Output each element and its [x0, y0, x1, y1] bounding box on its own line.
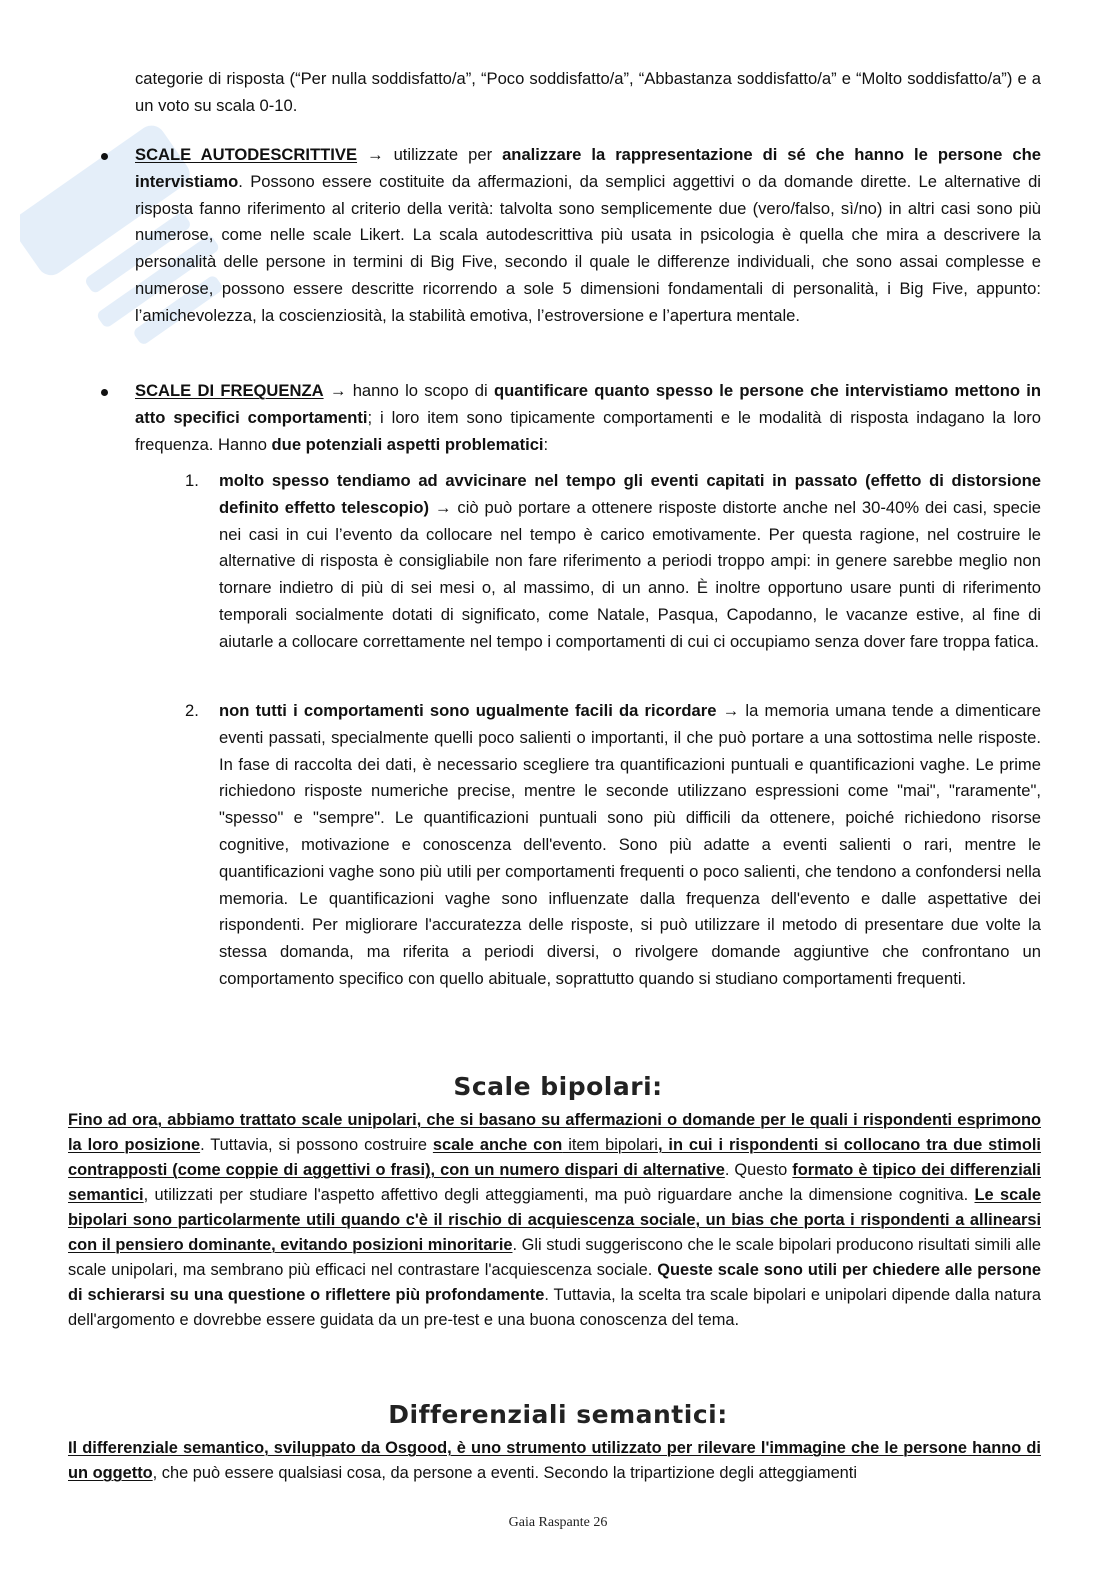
arrow-icon: → [429, 497, 458, 517]
intro-text: categorie di risposta (“Per nulla soddisfatto/a”, “Poco soddisfatto/a”, “Abbastanza soddisfatto/a” e “Molto soddisfatto/a”) e a un voto su scala 0-10. [135, 69, 1041, 115]
item-number: 1. [185, 471, 199, 490]
section-scale-bipolari [68, 1108, 1041, 1333]
arrow-icon: → [716, 701, 746, 720]
numbered-item-2 [185, 698, 1041, 993]
bullet-text: SCALE DI FREQUENZA → hanno lo scopo di quantificare quanto spesso le persone che intervistiamo mettono in atto specifici comportamenti; i loro item sono tipicamente comportamenti e le modalità di risposta indagano la loro frequenza. Hanno due potenziali aspetti problematici: [135, 381, 1041, 454]
item-text: molto spesso tendiamo ad avvicinare nel tempo gli eventi capitati in passato (effetto di distorsione definito effetto telescopio) → ciò può portare a ottenere risposte distorte anche nel 30-40% dei casi, specie nei casi in cui l’evento da collocare nel tempo è carico emotivamente. Per questa ragione, nel costruire le alternative di risposta è consigliabile non fare riferimento a periodi troppo ampi: in genere sarebbe meglio non tornare indietro di più di sei mesi o, al massimo, di un anno. È inoltre opportuno usare punti di riferimento temporali socialmente dotati di significato, come Natale, Pasqua, Capodanno, le vacanze estive, al fine di aiutarle a collocare correttamente nel tempo i comportamenti di cui ci occupiamo senza dover fare troppa fatica. [219, 471, 1042, 651]
item-text: non tutti i comportamenti sono ugualmente facili da ricordare → la memoria umana tende a dimenticare eventi passati, specialmente quelli poco salienti o importanti, il che può portare a una sottostima nelle risposte. In fase di raccolta dei dati, è necessario scegliere tra quantificazioni puntuali e quantificazioni vaghe. Le prime richiedono risposte numeriche precise, mentre le seconde utilizzano espressioni come "mai", "raramente", "spesso" e "sempre". Le quantificazioni puntuali sono più difficili da ottenere, poiché richiedono risorse cognitive, motivazione e conoscenza dell'evento. Sono più adatte a eventi salienti o rari, mentre le quantificazioni vaghe sono più utili per comportamenti frequenti o poco salienti, che tendono a confondersi nella memoria. Le quantificazioni vaghe sono influenzate dalla frequenza dell'evento e dalle aspettative dei rispondenti. Per migliorare l'accuratezza delle risposte, si può utilizzare il metodo di presentare due volte la stessa domanda, ma riferita a periodi diversi, o rivolgere domande aggiuntive che confrontano un comportamento specifico con quello abituale, soprattutto quando si studiano comportamenti frequenti. [219, 701, 1041, 988]
arrow-icon: → [323, 381, 353, 400]
page-footer: Gaia Raspante 26 [508, 1515, 608, 1530]
intro-paragraph [135, 66, 1041, 120]
bullet-scale-autodescrittive [135, 142, 1041, 330]
bullet-scale-di-frequenza [135, 378, 1041, 458]
section-text: Fino ad ora, abbiamo trattato scale unipolari, che si basano su affermazioni o domande per le quali i rispondenti esprimono la loro posizione. Tuttavia, si possono costruire scale anche con item bipolari, in cui i rispondenti si collocano tra due stimoli contrapposti (come coppie di aggettivi o frasi), con un numero dispari di alternative. Questo formato è tipico dei differenziali semantici, utilizzati per studiare l'aspetto affettivo degli atteggiamenti, ma può riguardare anche la dimensione cognitiva. Le scale bipolari sono particolarmente utili quando c'è il rischio di acquiescenza sociale, un bias che porta i rispondenti a allinearsi con il pensiero dominante, evitando posizioni minoritarie. Gli studi suggeriscono che le scale bipolari producono risultati simili alle scale unipolari, ma sembrano più efficaci nel contrastare l'acquiescenza sociale. Queste scale sono utili per chiedere alle persone di schierarsi su una questione o riflettere più profondamente. Tuttavia, la scelta tra scale bipolari e unipolari dipende dalla natura dell'argomento e dovrebbe essere guidata da un pre-test e una buona conoscenza del tema. [68, 1111, 1042, 1329]
arrow-icon: → [357, 145, 394, 164]
bullet-dot-icon [101, 389, 108, 396]
item-number: 2. [185, 701, 199, 720]
bullet-title: SCALE AUTODESCRITTIVE [135, 145, 358, 164]
bullet-dot-icon [101, 153, 108, 160]
bullet-title: SCALE DI FREQUENZA [135, 381, 324, 400]
section-text: Il differenziale semantico, sviluppato da Osgood, è uno strumento utilizzato per rilevare l'immagine che le persone hanno di un oggetto, che può essere qualsiasi cosa, da persone a eventi. Secondo la tripartizione degli atteggiamenti [68, 1439, 1041, 1482]
section-heading-scale-bipolari: Scale bipolari: [453, 1072, 663, 1101]
bullet-text: SCALE AUTODESCRITTIVE → utilizzate per analizzare la rappresentazione di sé che hanno le persone che intervistiamo. Possono essere costituite da affermazioni, da semplici aggettivi o da domande dirette. Le alternative di risposta fanno riferimento al criterio della verità: talvolta sono semplicemente due (vero/falso, sì/no) in altri casi sono più numerose, come nelle scale Likert. La scala autodescrittiva più usata in psicologia è quella che mira a descrivere la personalità delle persone in termini di Big Five, secondo il quale le differenze individuali, che sono assai complesse e numerose, possono essere descritte ricorrendo a sole 5 dimensioni fondamentali di personalità, i Big Five, appunto: l’amichevolezza, la coscienziosità, la stabilità emotiva, l’estroversione e l’apertura mentale. [135, 145, 1041, 325]
section-differenziali-semantici [68, 1436, 1041, 1486]
numbered-item-1 [185, 468, 1042, 656]
section-heading-differenziali-semantici: Differenziali semantici: [388, 1400, 728, 1429]
